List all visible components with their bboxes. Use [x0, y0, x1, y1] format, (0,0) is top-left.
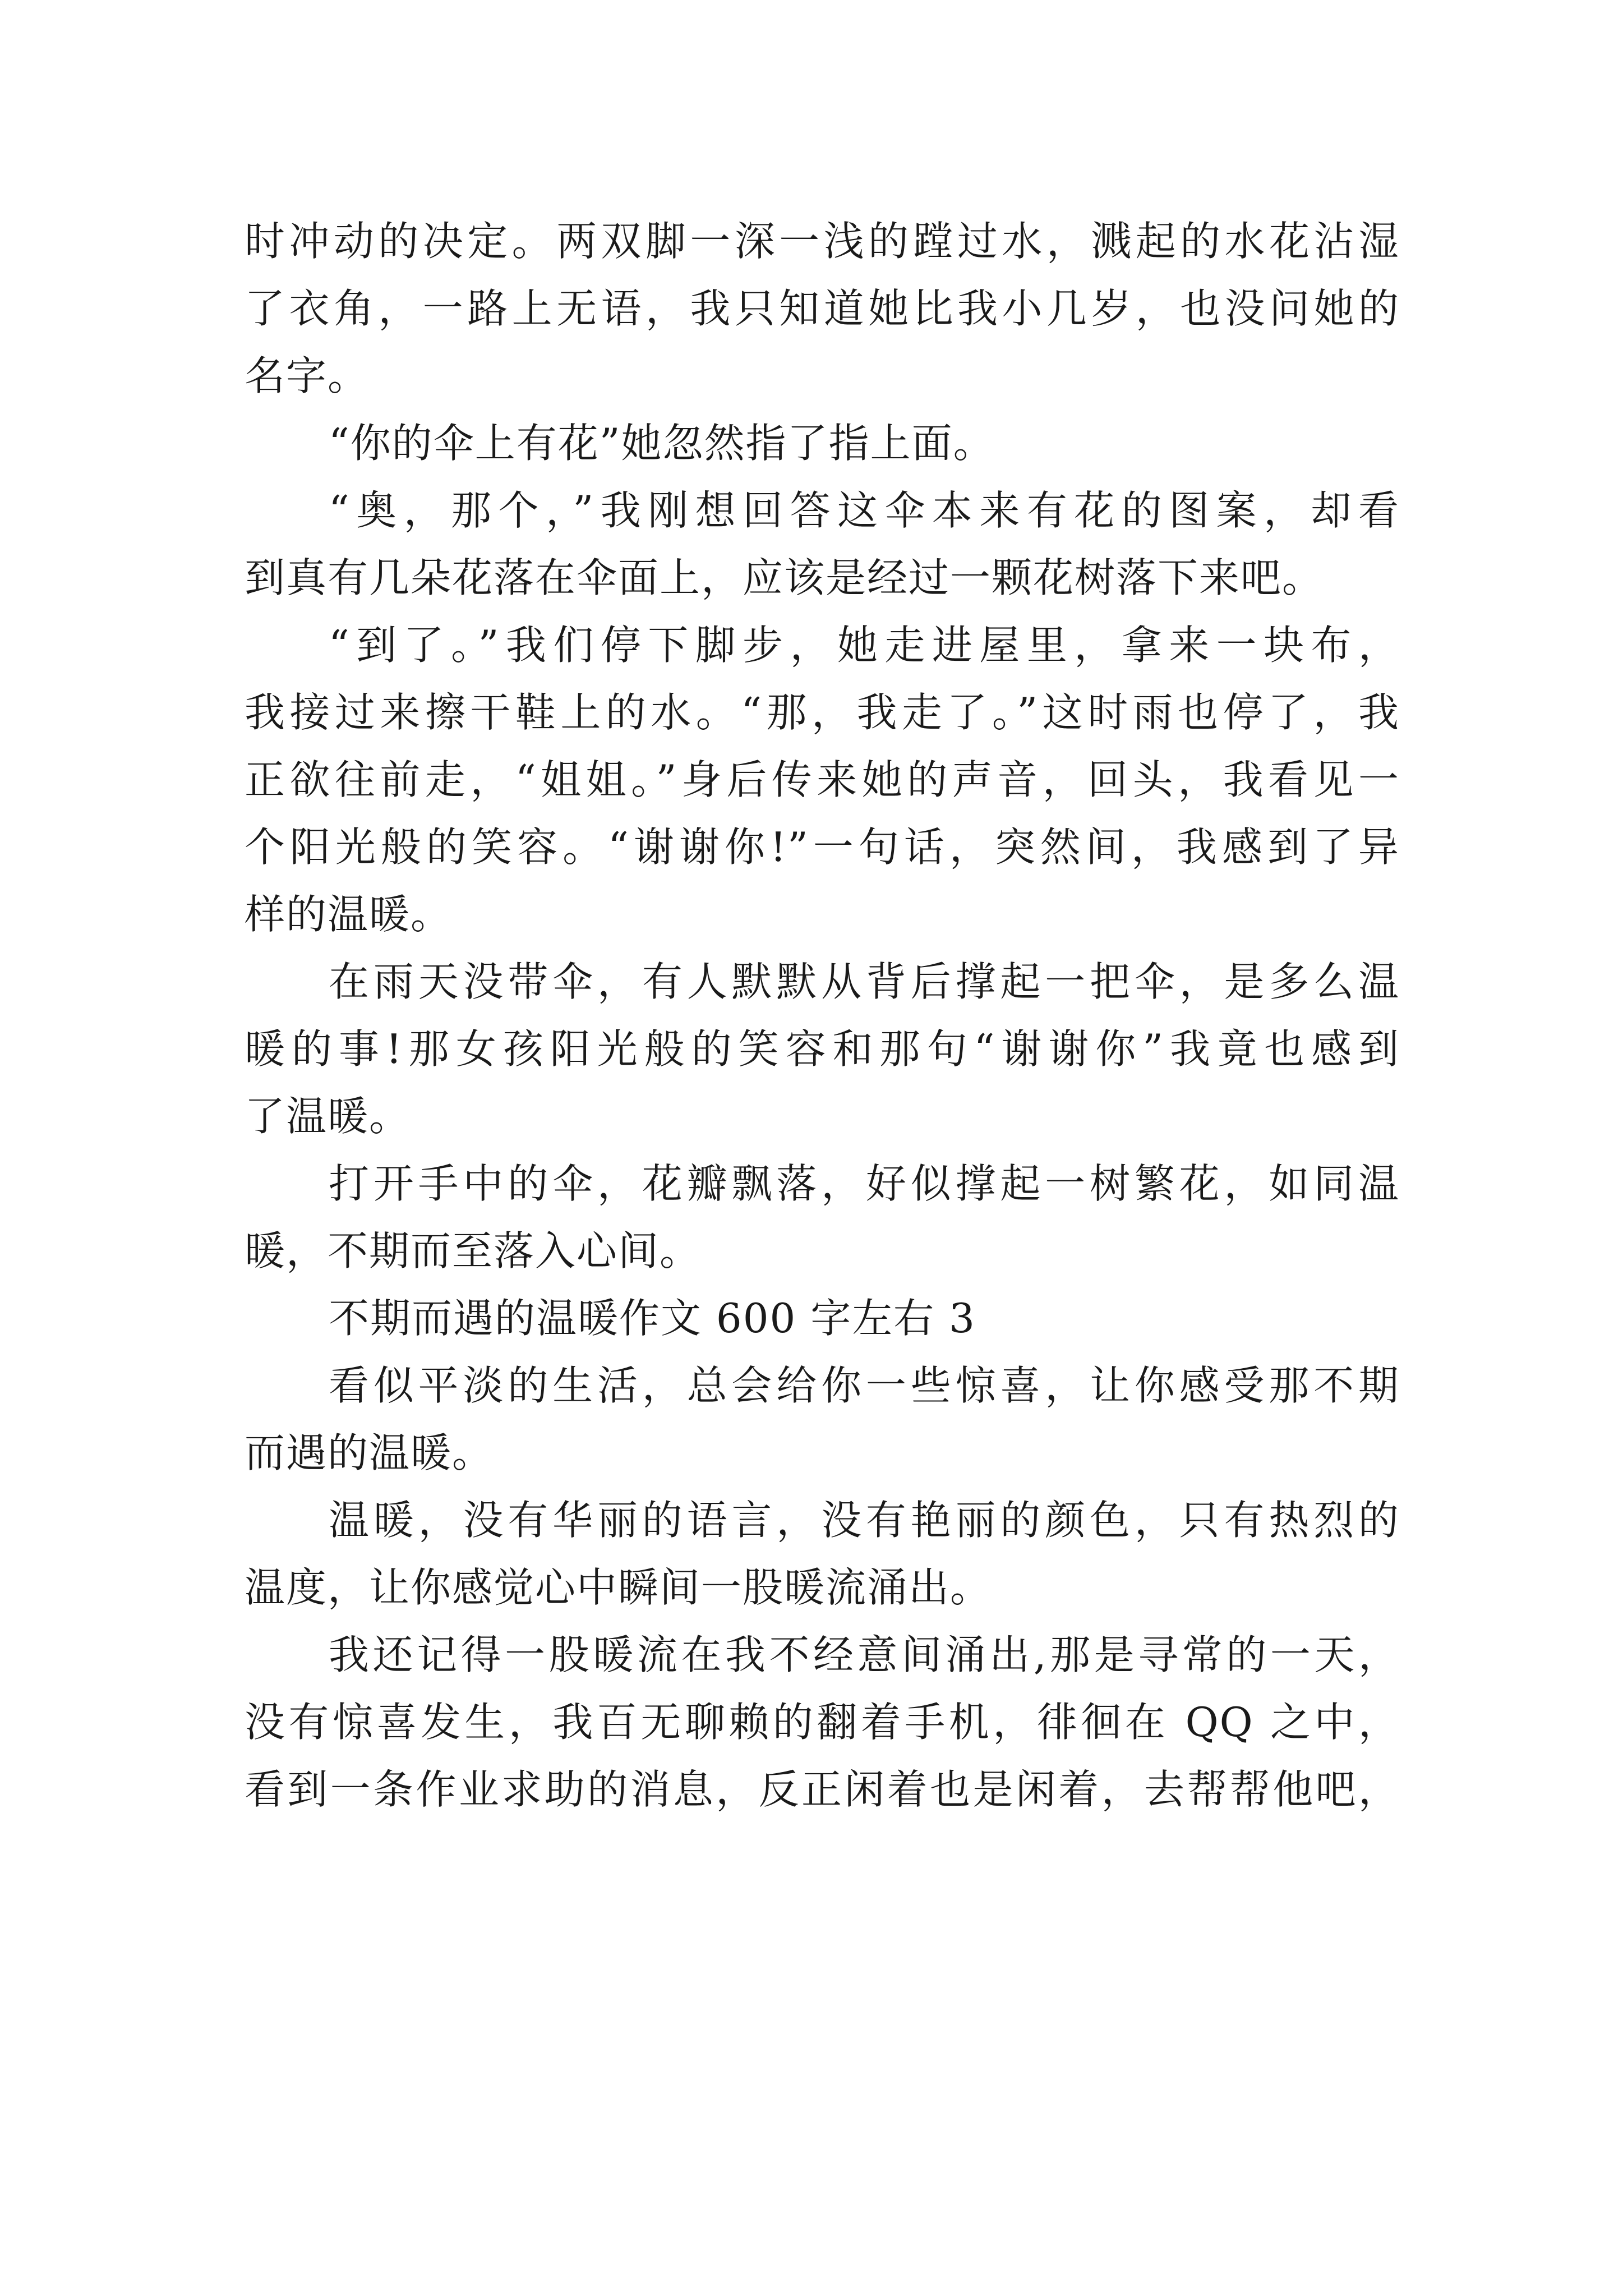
text-line: 不期而遇的温暖作文 600 字左右 3 — [329, 1295, 976, 1342]
text-line: 样的温暖。 — [245, 891, 453, 938]
text-line: 在雨天没带伞，有人默默从背后撑起一把伞，是多么温 — [329, 958, 1400, 1005]
text-line: 打开手中的伞，花瓣飘落，好似撑起一树繁花，如同温 — [329, 1160, 1400, 1207]
text-line: 正欲往前走，“姐姐。”身后传来她的声音，回头，我看见一 — [245, 756, 1400, 803]
text-line: 没有惊喜发生，我百无聊赖的翻着手机，徘徊在 QQ 之中， — [245, 1699, 1400, 1746]
text-line: 个阳光般的笑容。“谢谢你!”一句话，突然间，我感到了异 — [245, 823, 1400, 871]
text-line: 了衣角，一路上无语，我只知道她比我小几岁，也没问她的 — [245, 285, 1400, 332]
essay-body — [245, 208, 1400, 1823]
text-line: 了温暖。 — [245, 1093, 411, 1140]
text-line: 暖的事!那女孩阳光般的笑容和那句“谢谢你”我竟也感到 — [245, 1025, 1400, 1073]
text-line: 暖，不期而至落入心间。 — [245, 1227, 702, 1274]
text-line: 时冲动的决定。两双脚一深一浅的蹚过水，溅起的水花沾湿 — [245, 218, 1400, 265]
text-line: 到真有几朵花落在伞面上，应该是经过一颗花树落下来吧。 — [245, 554, 1324, 601]
text-line: 看似平淡的生活，总会给你一些惊喜，让你感受那不期 — [329, 1362, 1400, 1409]
text-line: “到了。”我们停下脚步，她走进屋里，拿来一块布， — [329, 622, 1400, 669]
text-line: 名字。 — [245, 352, 370, 399]
text-line: “奥，那个，”我刚想回答这伞本来有花的图案，却看 — [329, 487, 1400, 534]
text-line: 看到一条作业求助的消息，反正闲着也是闲着，去帮帮他吧， — [245, 1766, 1400, 1813]
text-line: “你的伞上有花”她忽然指了指上面。 — [329, 420, 995, 467]
text-line: 而遇的温暖。 — [245, 1429, 494, 1476]
text-line: 温度，让你感觉心中瞬间一股暖流涌出。 — [245, 1564, 992, 1611]
text-line: 温暖，没有华丽的语言，没有艳丽的颜色，只有热烈的 — [329, 1497, 1400, 1544]
text-line: 我还记得一股暖流在我不经意间涌出,那是寻常的一天， — [329, 1631, 1400, 1678]
text-line: 我接过来擦干鞋上的水。“那，我走了。”这时雨也停了，我 — [245, 689, 1400, 736]
